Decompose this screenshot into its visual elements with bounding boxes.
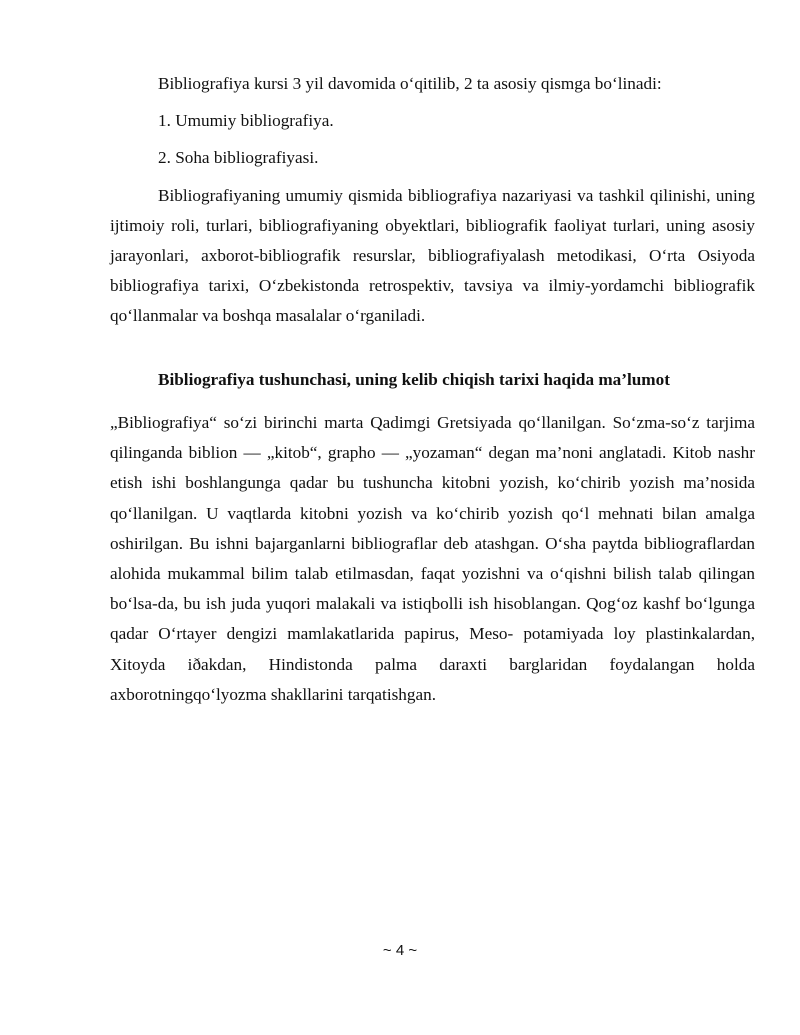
main-section xyxy=(110,408,755,710)
body-paragraph-history: „Bibliografiya“ so‘zi birinchi marta Qadimgi Gretsiyada qo‘llanilgan. So‘zma-so‘z tarjima qilinganda biblion — „kitob“, grapho — „yozaman“ degan ma’noni anglatadi. Kitob nashr etish ishi boshlangunga qadar bu tushuncha kitobni yozish, ko‘chirib yozish ma’nosida qo‘llanilgan. U vaqtlarda kitobni yozish va ko‘chirib yozish qo‘l mehnati bilan amalga oshirilgan. Bu ishni bajarganlarni bibliograflar deb atashgan. O‘sha paytda bibliograflardan alohida mukammal bilim talab etilmasdan, faqat yozishni va o‘qishni bilish talab qilingan bo‘lsa-da, bu ish juda yuqori malakali va istiqbolli ish hisoblangan. Qog‘oz kashf bo‘lgunga qadar O‘rtayer dengizi mamlakatlarida papirus, Meso- potamiyada loy plastinkalardan, Xitoyda iðakdan, Hindistonda palma daraxti barglaridan foydalangan holda axborotningqo‘lyozma shakllarini tarqatishgan. xyxy=(110,413,755,704)
section-heading: Bibliografiya tushunchasi, uning kelib chiqish tarixi haqida ma’lumot xyxy=(158,370,670,389)
intro-paragraph: Bibliografiya kursi 3 yil davomida o‘qitilib, 2 ta asosiy qismga bo‘linadi: xyxy=(158,74,662,93)
list-item-field: 2. Soha bibliografiyasi. xyxy=(158,148,319,168)
body-paragraph-general-part: Bibliografiyaning umumiy qismida bibliografiya nazariyasi va tashkil qilinishi, uning ijtimoiy roli, turlari, bibliografiyaning obyektlari, bibliografik faoliyat turlari, uning asosiy jarayonlari, axborot-bibliografik resurslar, bibliografiyalash metodikasi, O‘rta Osiyoda bibliografiya tarixi, O‘zbekistonda retrospektiv, tavsiya va ilmiy-yordamchi bibliografik qo‘llanmalar va boshqa masalalar o‘rganiladi. xyxy=(110,185,755,326)
intro-section xyxy=(110,69,755,339)
page-number: ~ 4 ~ xyxy=(382,942,418,959)
list-item-general: 1. Umumiy bibliografiya. xyxy=(158,111,334,131)
